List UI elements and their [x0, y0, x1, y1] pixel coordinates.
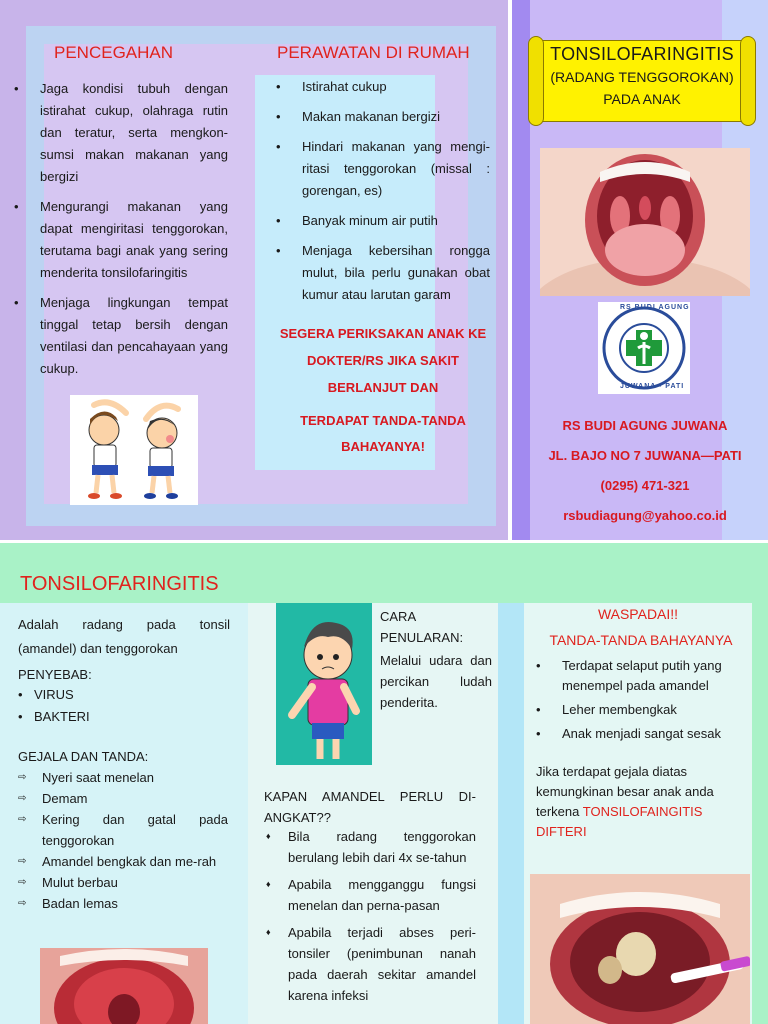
- logo-text-top: RS BUDI AGUNG: [620, 304, 690, 311]
- diphtheria-throat-photo: [530, 874, 750, 1024]
- info-heading: TONSILOFARINGITIS: [20, 573, 219, 595]
- cover-subtitle-2: PADA ANAK: [603, 91, 681, 107]
- danger-note-text: Jika terdapat gejala diatas kemungkinan besar anak anda terkena: [536, 764, 714, 819]
- list-item: • Istirahat cukup: [276, 76, 490, 98]
- hospital-logo: [598, 302, 690, 394]
- list-item: ♦ Bila radang tenggorokan berulang lebih dari 4x se-tahun: [264, 826, 476, 868]
- danger-heading: WASPADAI!!: [597, 606, 679, 622]
- causes-heading: PENYEBAB:: [18, 667, 92, 682]
- home-care-warning-2: TERDAPAT TANDA-TANDA BAHAYANYA!: [300, 413, 466, 454]
- list-item: ⇨ Amandel bengkak dan me-rah: [18, 851, 228, 872]
- list-item: ⇨ Badan lemas: [18, 893, 228, 914]
- throat-image: [40, 948, 208, 1024]
- throat-photo: [40, 948, 208, 1024]
- symptoms-list: [18, 767, 228, 914]
- list-item: ⇨ Mulut berbau: [18, 872, 228, 893]
- prevention-list: [14, 78, 228, 380]
- title-scroll-banner: [528, 36, 756, 126]
- hospital-email: rsbudiagung@yahoo.co.id: [563, 508, 727, 523]
- surgery-heading: KAPAN AMANDEL PERLU DI-ANGKAT??: [264, 789, 476, 825]
- list-item: • Jaga kondisi tubuh dengan istirahat cukup, olahraga rutin dan teratur, serta mengkon-sumsi makan makanan yang bergizi: [14, 78, 228, 188]
- sick-boy-illustration: [276, 603, 372, 765]
- list-item: • Terdapat selaput putih yang menempel pada amandel: [536, 656, 748, 696]
- list-item: • Banyak minum air putih: [276, 210, 490, 232]
- danger-note: [536, 762, 750, 842]
- scroll-curl-left: [528, 36, 544, 126]
- open-mouth-photo: [540, 148, 750, 296]
- danger-list: [536, 656, 748, 744]
- logo-text-bottom: JUWANA - PATI: [620, 383, 685, 390]
- sick-boy-icon: [276, 603, 372, 765]
- list-item: • Menjaga lingkungan tempat tinggal tetap bersih dengan ventilasi dan pencahayaan yang cukup.: [14, 292, 228, 380]
- open-mouth-image: [540, 148, 750, 296]
- danger-subheading: TANDA-TANDA BAHAYANYA: [549, 632, 733, 648]
- list-item: • Menjaga kebersihan rongga mulut, bila perlu gunakan obat kumur atau larutan garam: [276, 240, 490, 306]
- list-item: • Leher membengkak: [536, 700, 748, 720]
- danger-note-highlight: TONSILOFAINGITIS DIFTERI: [536, 804, 703, 839]
- transmission-text: Melalui udara dan percikan ludah penderita.: [380, 653, 492, 710]
- diphtheria-throat-image: [530, 874, 750, 1024]
- cover-subtitle: (RADANG TENGGOROKAN): [550, 69, 734, 85]
- scroll-text: [546, 42, 738, 110]
- list-item: ♦ Apabila mengganggu fungsi menelan dan perna-pasan: [264, 874, 476, 916]
- scroll-curl-right: [740, 36, 756, 126]
- list-item: • VIRUS: [18, 684, 218, 706]
- home-care-warning: SEGERA PERIKSAKAN ANAK KE DOKTER/RS JIKA SAKIT BERLANJUT DAN: [279, 326, 487, 395]
- hospital-logo-icon: [598, 302, 690, 394]
- exercise-kids-illustration: [70, 395, 198, 505]
- list-item: • BAKTERI: [18, 706, 218, 728]
- home-care-list: [276, 76, 490, 306]
- list-item: ♦ Apabila terjadi abses peri-tonsiler (penimbunan nanah pada daerah sekitar amandel karena infeksi: [264, 922, 476, 1006]
- causes-list: [18, 684, 218, 728]
- list-item: • Mengurangi makanan yang dapat mengiritasi tenggorokan, terutama bagi anak yang sering menderita tonsilofaringitis: [14, 196, 228, 284]
- hospital-address: JL. BAJO NO 7 JUWANA—PATI: [548, 448, 742, 463]
- list-item: ⇨ Kering dan gatal pada tenggorokan: [18, 809, 228, 851]
- list-item: ⇨ Nyeri saat menelan: [18, 767, 228, 788]
- exercise-kids-icon: [70, 395, 198, 505]
- definition-text: Adalah radang pada tonsil (amandel) dan tenggorokan: [18, 617, 230, 656]
- list-item: • Makan makanan bergizi: [276, 106, 490, 128]
- list-item: • Anak menjadi sangat sesak: [536, 724, 748, 744]
- cover-title: TONSILOFARINGITIS: [550, 44, 734, 64]
- hospital-name: RS BUDI AGUNG JUWANA: [562, 418, 728, 433]
- home-care-heading: PERAWATAN DI RUMAH: [277, 43, 470, 62]
- transmission-heading: CARA PENULARAN:: [380, 609, 464, 645]
- prevention-heading: PENCEGAHAN: [54, 43, 174, 62]
- list-item: ⇨ Demam: [18, 788, 228, 809]
- symptoms-heading: GEJALA DAN TANDA:: [18, 749, 149, 764]
- hospital-phone: (0295) 471-321: [600, 478, 690, 493]
- surgery-list: [264, 826, 476, 1006]
- list-item: • Hindari makanan yang mengi-ritasi tenggorokan (missal : gorengan, es): [276, 136, 490, 202]
